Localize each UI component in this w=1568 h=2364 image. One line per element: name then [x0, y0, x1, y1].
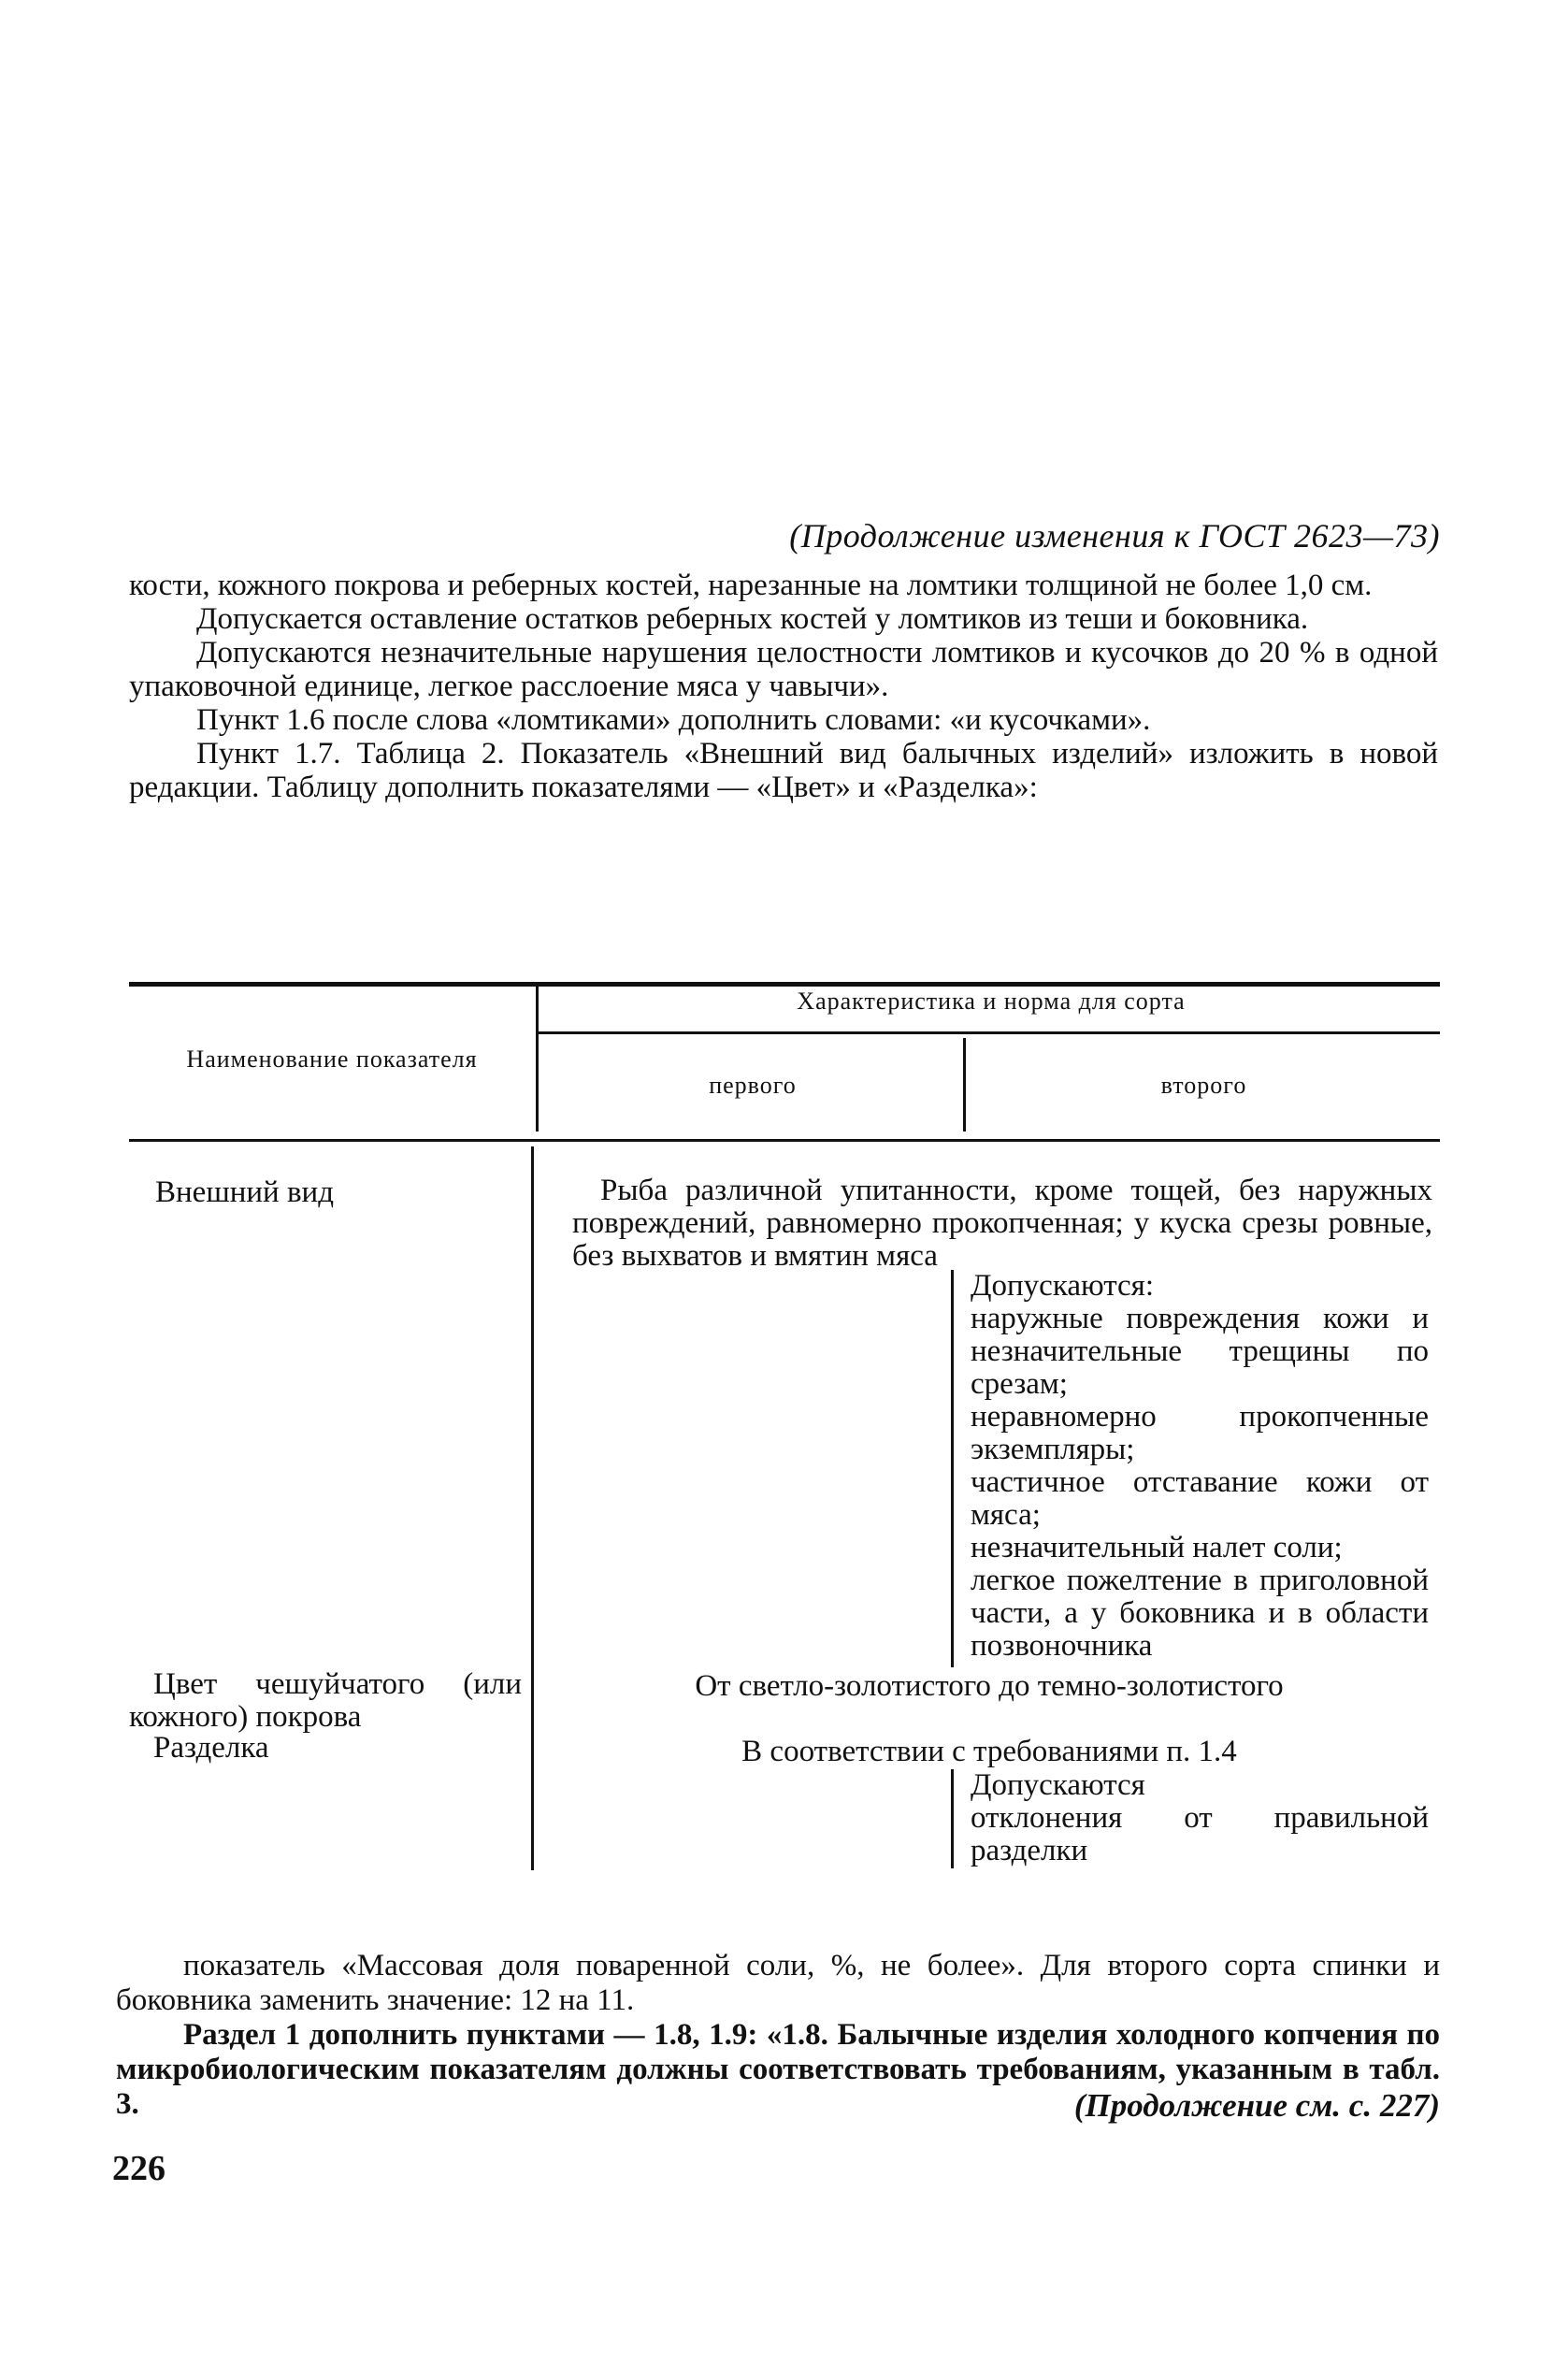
row-appearance-second — [971, 1270, 1429, 1663]
second-grade-bracket-1 — [951, 1270, 954, 1667]
continuation-footer: (Продолжение см. с. 227) — [1073, 2087, 1440, 2124]
second-grade-bracket-2 — [951, 1769, 954, 1868]
second-grade-line: Допускаются — [971, 1768, 1145, 1802]
paragraph-rib-bones: Допускается оставление остатков реберных костей у ломтиков из теши и боковника. — [196, 602, 1309, 636]
col-second-grade: второго — [1160, 1072, 1247, 1099]
second-grade-line: отклонения от правильной разделки — [971, 1801, 1429, 1867]
second-grade-line: Допускаются: — [971, 1269, 1155, 1303]
row-cutting-common: В соответствии с требованиями п. 1.4 — [741, 1735, 1237, 1768]
row-cutting-name: Разделка — [153, 1731, 269, 1765]
table-grade-divider — [963, 1038, 966, 1132]
paragraph-item-1-6: Пункт 1.6 после слова «ломтиками» дополнить словами: «и кусочками». — [196, 703, 1151, 737]
paragraph-integrity: Допускаются незначительные нарушения целостности ломтиков и кусочков до 20 % в одной упаковочной единице, легкое расслоение мяса у чавычи». — [129, 636, 1438, 703]
paragraph-bones: кости, кожного покрова и реберных костей, нарезанные на ломтики толщиной не более 1,0 см. — [129, 569, 1373, 602]
table-header-divider — [536, 984, 539, 1132]
second-grade-line: неравномерно прокопченные экземпляры; — [971, 1400, 1429, 1466]
continuation-header: (Продолжение изменения к ГОСТ 2623—73) — [789, 517, 1440, 555]
second-grade-line: легкое пожелтение в приголовной части, а у боковника и в области позвоночника — [971, 1564, 1429, 1663]
intro-text — [129, 569, 1438, 804]
page-number: 226 — [112, 2149, 165, 2188]
second-grade-line: наружные повреждения кожи и незначительные трещины по срезам; — [971, 1302, 1429, 1401]
col-name-header: Наименование показателя — [186, 1045, 478, 1073]
paragraph-item-1-7: Пункт 1.7. Таблица 2. Показатель «Внешний вид балычных изделий» изложить в новой редакции. Таблицу дополнить показателями — «Цвет» и «Разделка»: — [129, 737, 1438, 804]
row-appearance-name: Внешний вид — [155, 1175, 334, 1209]
col-characteristic-header: Характеристика и норма для сорта — [797, 987, 1186, 1015]
table-top-rule — [129, 982, 1440, 987]
row-color-common: От светло-золотистого до темно-золотистого — [695, 1669, 1284, 1703]
second-grade-line: незначительный налет соли; — [971, 1531, 1343, 1564]
table-subheader-rule — [539, 1031, 1440, 1034]
row-appearance-common: Рыба различной упитанности, кроме тощей, без наружных повреждений, равномерно прокопченная; у куска срезы ровные, без выхватов и вмятин мяса — [572, 1174, 1432, 1273]
table-header-bottom-rule — [129, 1139, 1440, 1142]
col-first-grade: первого — [709, 1072, 797, 1099]
row-color-name: Цвет чешуйчатого (или кожного) покрова — [129, 1667, 522, 1734]
row-cutting-second — [971, 1769, 1429, 1867]
table-body-divider — [531, 1146, 534, 1870]
paragraph-section-1: Раздел 1 дополнить пунктами — 1.8, 1.9: «1.8. Балычные изделия холодного копчения по микробиологическим показателям должны соответствовать требованиям, указанным в табл. 3. — [116, 2018, 1440, 2121]
paragraph-salt: показатель «Массовая доля поваренной соли, %, не более». Для второго сорта спинки и боковника заменить значение: 12 на 11. — [116, 1949, 1440, 2017]
second-grade-line: частичное отставание кожи от мяса; — [971, 1465, 1429, 1532]
